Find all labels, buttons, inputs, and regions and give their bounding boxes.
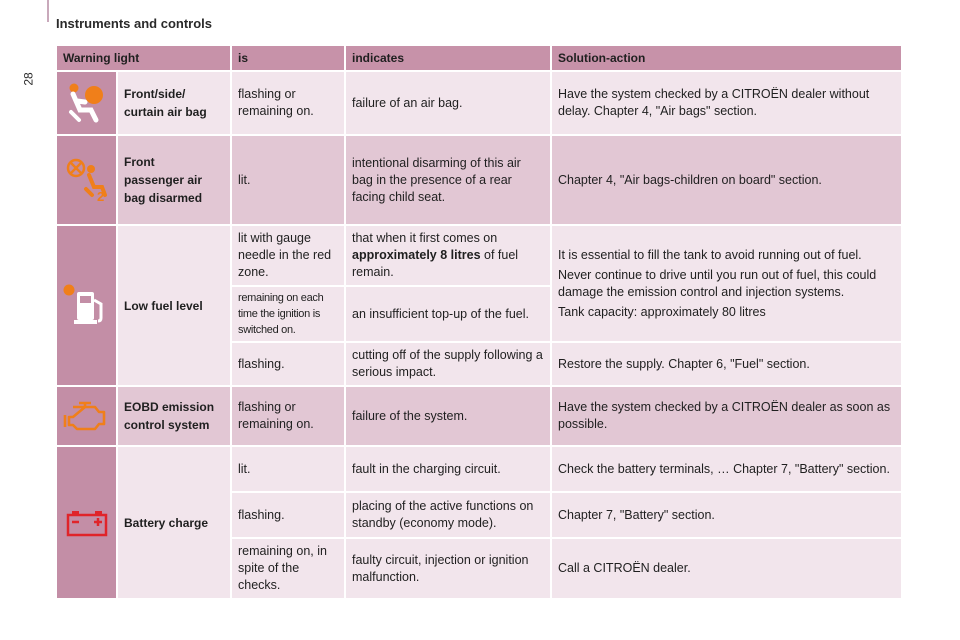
fuel-indicates-2: an insufficient top-up of the fuel. — [346, 287, 552, 343]
battery-icon — [57, 447, 118, 600]
table-row-passenger-airbag — [57, 136, 903, 226]
battery-solution-2: Chapter 7, "Battery" section. — [552, 493, 903, 539]
eobd-indicates: failure of the system. — [346, 387, 552, 447]
warning-name-airbag: Front/side/ curtain air bag — [118, 72, 232, 136]
battery-solution-3: Call a CITROËN dealer. — [552, 539, 903, 600]
fuel-is-1: lit with gauge needle in the red zone. — [232, 226, 346, 287]
fuel-is-3: flashing. — [232, 343, 346, 387]
svg-text:2: 2 — [96, 189, 104, 203]
fuel-solution: It is essential to fill the tank to avoid running out of fuel. Never continue to drive until you run out of fuel, this could damage the emission control and injection systems. Tank capacity: approximately 80 litres — [552, 226, 903, 343]
passenger-airbag-indicates: intentional disarming of this air bag in the presence of a rear facing child seat. — [346, 136, 552, 226]
table-row-airbag — [57, 72, 903, 136]
table-header-row — [57, 46, 903, 72]
battery-indicates-2: placing of the active functions on standby (economy mode). — [346, 493, 552, 539]
table-row-fuel-1 — [57, 226, 903, 287]
column-header-is: is — [232, 46, 346, 72]
battery-solution-1: Check the battery terminals, … Chapter 7, "Battery" section. — [552, 447, 903, 493]
warning-lights-table — [57, 46, 903, 600]
eobd-is: flashing or remaining on. — [232, 387, 346, 447]
table-row-battery-1 — [57, 447, 903, 493]
page-rule — [47, 0, 49, 22]
column-header-warning-light: Warning light — [57, 46, 232, 72]
warning-name-battery: Battery charge — [118, 447, 232, 600]
battery-indicates-3: faulty circuit, injection or ignition malfunction. — [346, 539, 552, 600]
passenger-airbag-disarmed-icon — [57, 136, 118, 226]
warning-name-passenger-airbag: Front passenger air bag disarmed — [118, 136, 232, 226]
warning-name-eobd: EOBD emission control system — [118, 387, 232, 447]
eobd-solution: Have the system checked by a CITROËN dealer as soon as possible. — [552, 387, 903, 447]
airbag-solution: Have the system checked by a CITROËN dealer without delay. Chapter 4, "Air bags" section. — [552, 72, 903, 136]
column-header-indicates: indicates — [346, 46, 552, 72]
airbag-is: flashing or remaining on. — [232, 72, 346, 136]
passenger-airbag-is: lit. — [232, 136, 346, 226]
battery-indicates-1: fault in the charging circuit. — [346, 447, 552, 493]
battery-is-3: remaining on, in spite of the checks. — [232, 539, 346, 600]
column-header-solution: Solution-action — [552, 46, 903, 72]
fuel-pump-icon — [57, 226, 118, 387]
fuel-is-2: remaining on each time the ignition is switched on. — [232, 287, 346, 343]
fuel-solution-3: Restore the supply. Chapter 6, "Fuel" section. — [552, 343, 903, 387]
fuel-indicates-1: that when it first comes on approximately 8 litres of fuel remain. — [346, 226, 552, 287]
page-number: 28 — [21, 72, 36, 86]
airbag-indicates: failure of an air bag. — [346, 72, 552, 136]
airbag-warning-icon — [57, 72, 118, 136]
table-row-eobd — [57, 387, 903, 447]
fuel-indicates-3: cutting off of the supply following a serious impact. — [346, 343, 552, 387]
battery-is-2: flashing. — [232, 493, 346, 539]
passenger-airbag-solution: Chapter 4, "Air bags-children on board" section. — [552, 136, 903, 226]
section-title: Instruments and controls — [56, 16, 213, 31]
warning-name-fuel: Low fuel level — [118, 226, 232, 387]
battery-is-1: lit. — [232, 447, 346, 493]
engine-check-icon — [57, 387, 118, 447]
